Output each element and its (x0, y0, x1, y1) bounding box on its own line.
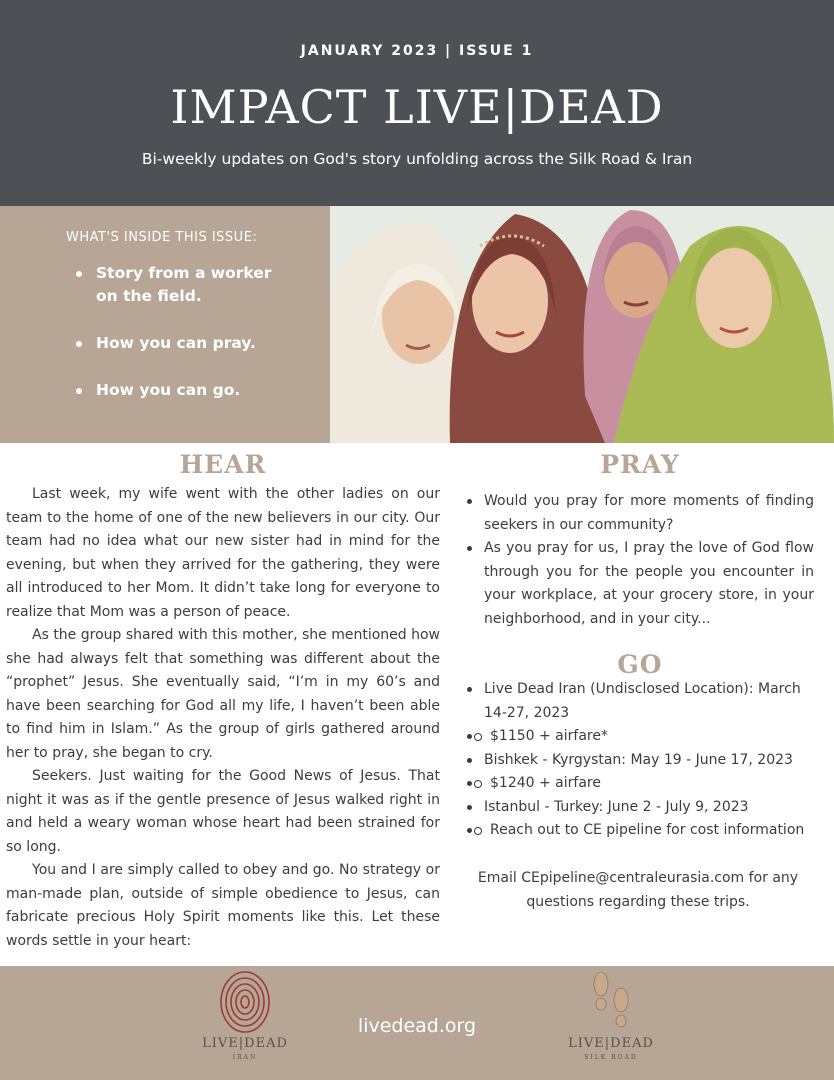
inside-heading: WHAT'S INSIDE THIS ISSUE: (66, 230, 258, 245)
trip-detail: Reach out to CE pipeline for cost information (466, 819, 814, 843)
women-illustration (330, 206, 834, 443)
trip-detail-wrap (466, 772, 814, 796)
trip-item (466, 749, 814, 773)
website-link[interactable]: livedead.org (357, 1015, 477, 1037)
header-banner (0, 0, 834, 206)
logo-subtitle: SILK ROAD (584, 1054, 638, 1061)
trip-name: Bishkek - Kyrgystan: May 19 - June 17, 2023 (484, 751, 793, 768)
inside-item: How you can pray. (76, 332, 286, 355)
logo-name: LIVE|DEAD (568, 1036, 654, 1051)
trip-detail-wrap (466, 725, 814, 749)
issue-line: JANUARY 2023 | ISSUE 1 (300, 43, 534, 59)
trip-detail: $1240 + airfare (466, 772, 814, 796)
hear-paragraph: Seekers. Just waiting for the Good News of Jesus. That night it was as if the gentle presence of Jesus walked right in and held a weary woman whose heart had been strained for so long. (6, 768, 440, 855)
go-heading: GO (617, 650, 663, 679)
footer (0, 966, 834, 1080)
trip-item (466, 796, 814, 820)
email-note: Email CEpipeline@centraleurasia.com for any questions regarding these trips. (477, 870, 799, 910)
logo-name: LIVE|DEAD (202, 1036, 288, 1051)
pray-list (466, 490, 814, 631)
inside-panel (0, 206, 330, 443)
live-dead-silk-road-logo (556, 966, 666, 1061)
hear-paragraph: As the group shared with this mother, she mentioned how she had always felt that something was different about the “prophet” Jesus. She eventually said, “I’m in my 60’s and have been searching for God all my life, I haven’t been able to find him in Islam.” As the group of girls gathered around her to pray, she began to cry. (6, 627, 440, 761)
pray-item: As you pray for us, I pray the love of God flow through you for the people you encounter in your workplace, at your grocery store, in your neighborhood, and in your city... (466, 537, 814, 631)
footprints-icon (581, 966, 641, 1034)
logo-subtitle: IRAN (232, 1054, 258, 1061)
inside-item: How you can go. (76, 379, 286, 402)
newsletter-title: IMPACT LIVE|DEAD (170, 80, 664, 134)
hear-heading: HEAR (179, 450, 267, 479)
trip-name: Live Dead Iran (Undisclosed Location): March 14-27, 2023 (484, 681, 801, 721)
live-dead-iran-logo (190, 966, 300, 1061)
inside-list (76, 262, 286, 426)
trip-name: Istanbul - Turkey: June 2 - July 9, 2023 (484, 798, 749, 815)
hear-paragraph: You and I are simply called to obey and go. No strategy or man-made plan, outside of simple obedience to Jesus, can fabricate precious Holy Spirit moments like this. Let these words settle in your heart: (6, 862, 440, 949)
pray-heading: PRAY (600, 450, 680, 479)
inside-item: Story from a worker on the field. (76, 262, 286, 308)
trip-detail-wrap (466, 819, 814, 843)
hear-paragraph: Last week, my wife went with the other ladies on our team to the home of one of the new believers in our city. Our team had no idea what our new sister had in mind for the evening, but when they arrived for the gathering, they were all introduced to her Mom. It didn’t take long for everyone to realize that Mom was a person of peace. (6, 486, 440, 620)
newsletter-subtitle: Bi-weekly updates on God's story unfolding across the Silk Road & Iran (141, 150, 693, 168)
trip-item (466, 678, 814, 725)
trip-list (466, 678, 814, 843)
pray-item: Would you pray for more moments of finding seekers in our community? (466, 490, 814, 537)
hear-article (6, 483, 440, 953)
women-photo (330, 206, 834, 443)
trip-detail: $1150 + airfare* (466, 725, 814, 749)
